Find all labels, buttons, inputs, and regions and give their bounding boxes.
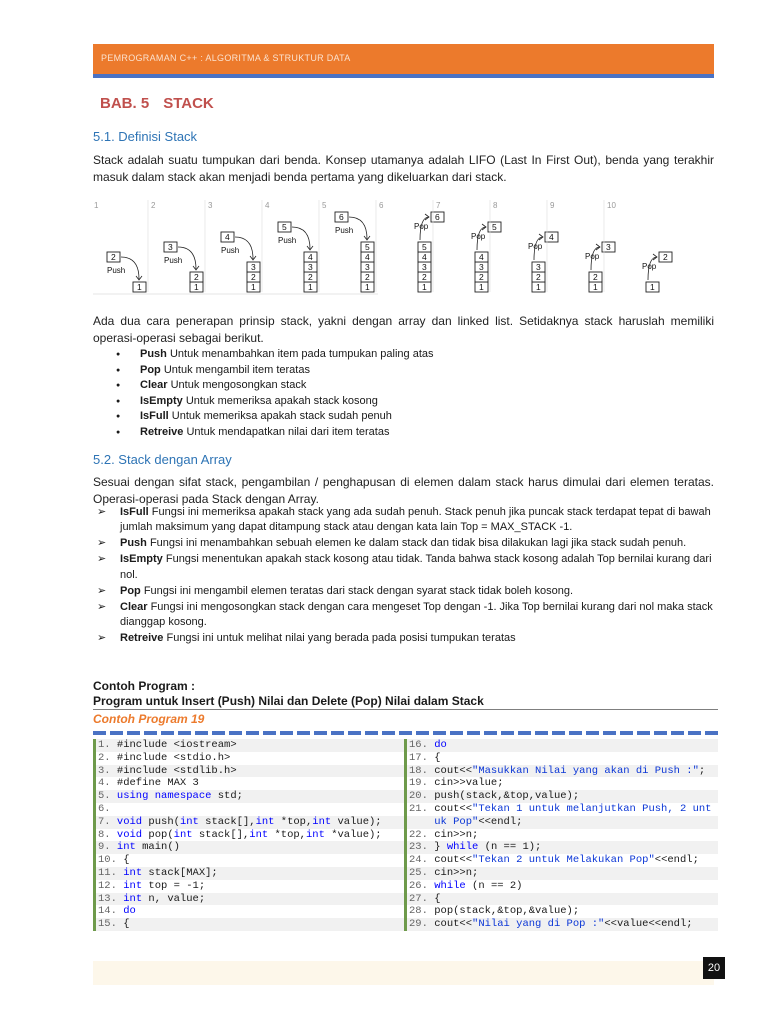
code-token: n, value; bbox=[142, 892, 206, 905]
array-operation-item bbox=[97, 505, 714, 536]
code-token: } bbox=[434, 841, 447, 854]
section-1-paragraph: Stack adalah suatu tumpukan dari benda. Konsep utamanya adalah LIFO (Last In First Out), benda yang terakhir masuk dalam stack akan menjadi benda pertama yang dikeluarkan dari stack. bbox=[93, 153, 714, 184]
pop-label: Pop bbox=[642, 262, 657, 271]
popped-block-label: 2 bbox=[663, 252, 668, 262]
code-line bbox=[407, 739, 718, 752]
code-token: { bbox=[434, 892, 441, 905]
code-line bbox=[407, 880, 718, 893]
stack-diagram bbox=[93, 198, 668, 298]
stack-block-label: 2 bbox=[194, 272, 199, 282]
code-line bbox=[407, 752, 718, 765]
step-number-label: 5 bbox=[322, 201, 327, 210]
code-token: cin>>n; bbox=[434, 866, 479, 879]
stack-block-label: 1 bbox=[593, 282, 598, 292]
push-label: Push bbox=[107, 266, 126, 275]
array-operation-desc: Fungsi ini memeriksa apakah stack yang ada sudah penuh. Stack penuh jika puncak stack terdapat tepat di bawah jumlah maksimum yang dapat ditampung stack atau dengan kata lain Top = MAX_STACK -1. bbox=[120, 506, 711, 534]
line-number: 26. bbox=[409, 879, 435, 892]
code-token: <<endl; bbox=[478, 815, 523, 828]
line-number: 24. bbox=[409, 854, 435, 867]
line-number: 5. bbox=[98, 790, 117, 803]
code-token: { bbox=[123, 918, 130, 931]
pushed-block-label: 2 bbox=[111, 252, 116, 262]
line-number: 21. bbox=[409, 802, 435, 815]
push-label: Push bbox=[278, 236, 297, 245]
array-operation-term: Clear bbox=[120, 600, 148, 613]
arrow-bullet-icon: ➢ bbox=[97, 506, 107, 518]
stack-block-label: 1 bbox=[137, 282, 142, 292]
arrow-bullet-icon: ➢ bbox=[97, 584, 107, 597]
code-token: push(stack,&top,value); bbox=[434, 790, 580, 803]
line-number: 3. bbox=[98, 764, 117, 777]
line-number: 23. bbox=[409, 841, 435, 854]
code-line bbox=[96, 880, 404, 893]
array-operation-item bbox=[97, 536, 714, 551]
code-token: *value); bbox=[324, 828, 382, 841]
stack-block-label: 2 bbox=[365, 272, 370, 282]
code-token: void bbox=[116, 828, 143, 841]
code-token: #include <stdio.h> bbox=[116, 751, 231, 764]
code-token: { bbox=[434, 751, 441, 764]
stack-block-label: 4 bbox=[308, 252, 313, 262]
line-number: 28. bbox=[409, 905, 435, 918]
code-token: int bbox=[173, 828, 193, 841]
operation-item bbox=[114, 409, 434, 425]
push-label: Push bbox=[164, 256, 183, 265]
array-operation-item bbox=[97, 552, 714, 583]
code-line bbox=[96, 816, 404, 829]
stack-block-label: 1 bbox=[536, 282, 541, 292]
stack-block-label: 3 bbox=[422, 262, 427, 272]
line-number: 13. bbox=[98, 892, 124, 905]
code-line bbox=[407, 841, 718, 854]
array-operation-term: Pop bbox=[120, 584, 141, 597]
footer-band bbox=[93, 961, 714, 985]
chapter-title bbox=[100, 95, 228, 112]
array-operation-term: Push bbox=[120, 537, 147, 550]
step-number-label: 10 bbox=[607, 201, 616, 210]
stack-block-label: 2 bbox=[308, 272, 313, 282]
code-line bbox=[407, 777, 718, 790]
operation-term: Push bbox=[140, 348, 167, 360]
operation-term: IsFull bbox=[140, 410, 169, 422]
line-number: 14. bbox=[98, 905, 124, 918]
line-number: 16. bbox=[409, 739, 435, 751]
step-number-label: 8 bbox=[493, 201, 498, 210]
code-token: (n == 1); bbox=[478, 841, 542, 854]
code-token: int bbox=[305, 828, 325, 841]
array-operation-desc: Fungsi menentukan apakah stack kosong atau tidak. Tanda bahwa stack kosong adalah Top bernilai kurang dari nol. bbox=[120, 553, 712, 581]
code-token: top = -1; bbox=[142, 879, 206, 892]
code-token: do bbox=[434, 739, 447, 751]
stack-block-label: 1 bbox=[479, 282, 484, 292]
code-token: int bbox=[255, 815, 275, 828]
stack-block-label: 5 bbox=[422, 242, 427, 252]
array-operation-item bbox=[97, 600, 714, 631]
stack-block-label: 4 bbox=[365, 252, 370, 262]
line-number: 17. bbox=[409, 751, 435, 764]
code-token: <<endl; bbox=[654, 854, 699, 867]
operation-desc: Untuk mendapatkan nilai dari item teratas bbox=[183, 425, 390, 438]
line-number: 15. bbox=[98, 918, 124, 931]
code-token: cin>>n; bbox=[434, 828, 479, 841]
popped-block-label: 6 bbox=[435, 212, 440, 222]
operation-term: Retreive bbox=[140, 425, 184, 438]
step-number-label: 1 bbox=[94, 201, 99, 210]
code-line bbox=[96, 854, 404, 867]
code-line bbox=[407, 803, 718, 816]
push-label: Push bbox=[221, 246, 240, 255]
popped-block-label: 4 bbox=[549, 232, 554, 242]
arrow-bullet-icon: ➢ bbox=[97, 553, 107, 566]
code-token: while bbox=[434, 879, 466, 892]
operation-item bbox=[114, 425, 434, 441]
code-line bbox=[407, 867, 718, 880]
code-token: int bbox=[123, 866, 143, 879]
code-line bbox=[407, 829, 718, 842]
stack-block-label: 3 bbox=[479, 262, 484, 272]
line-number: 7. bbox=[98, 815, 117, 828]
code-token: (n == 2) bbox=[465, 879, 523, 892]
line-number: 10. bbox=[98, 854, 124, 867]
code-token: int bbox=[123, 879, 143, 892]
operation-desc: Untuk menambahkan item pada tumpukan paling atas bbox=[166, 348, 434, 360]
code-line bbox=[96, 739, 404, 752]
code-token: #define MAX 3 bbox=[116, 777, 199, 790]
popped-block-label: 5 bbox=[492, 222, 497, 232]
section-2-title: 5.2. Stack dengan Array bbox=[93, 452, 232, 467]
stack-block-label: 1 bbox=[365, 282, 370, 292]
stack-block-label: 2 bbox=[536, 272, 541, 282]
array-operation-term: IsFull bbox=[120, 506, 149, 518]
code-token: <<value<<endl; bbox=[604, 918, 693, 931]
line-number: 1. bbox=[98, 739, 117, 751]
operation-item bbox=[114, 394, 434, 410]
page-header bbox=[93, 44, 714, 74]
pushed-block-label: 3 bbox=[168, 242, 173, 252]
step-number-label: 9 bbox=[550, 201, 555, 210]
pushed-block-label: 6 bbox=[339, 212, 344, 222]
example-program-label: Contoh Program 19 bbox=[93, 712, 205, 726]
code-line bbox=[96, 918, 404, 931]
code-token: pop( bbox=[142, 828, 174, 841]
code-line bbox=[407, 905, 718, 918]
array-operation-desc: Fungsi ini mengosongkan stack dengan cara mengeset Top dengan -1. Jika Top bernilai kurang dari nol maka stack dianggap kosong. bbox=[120, 600, 713, 629]
stack-block-label: 2 bbox=[593, 272, 598, 282]
pop-label: Pop bbox=[528, 242, 543, 251]
line-number: 18. bbox=[409, 764, 435, 777]
stack-block-label: 3 bbox=[308, 262, 313, 272]
operation-term: Clear bbox=[140, 379, 168, 391]
stack-block-label: 1 bbox=[650, 282, 655, 292]
pop-label: Pop bbox=[585, 252, 600, 261]
arrow-bullet-icon: ➢ bbox=[97, 537, 107, 550]
code-line bbox=[96, 867, 404, 880]
code-line bbox=[96, 841, 404, 854]
code-token: cout<< bbox=[434, 802, 473, 815]
code-line bbox=[96, 829, 404, 842]
code-line bbox=[407, 765, 718, 778]
header-title: PEMROGRAMAN C++ : ALGORITMA & STRUKTUR DATA bbox=[101, 53, 351, 63]
page-number: 20 bbox=[703, 957, 725, 979]
code-token: "Tekan 1 untuk melanjutkan Push, 2 unt bbox=[472, 802, 712, 815]
stack-block-label: 1 bbox=[251, 282, 256, 292]
array-operation-desc: Fungsi ini mengambil elemen teratas dari stack dengan syarat stack tidak boleh kosong. bbox=[140, 584, 574, 597]
line-number: 19. bbox=[409, 777, 435, 790]
code-token: *top, bbox=[268, 828, 306, 841]
example-divider bbox=[93, 709, 718, 710]
line-number: 25. bbox=[409, 866, 435, 879]
code-token: #include <iostream> bbox=[116, 739, 237, 751]
array-operation-desc: Fungsi ini menambahkan sebuah elemen ke dalam stack dan tidak bisa dilakukan lagi jika stack sudah penuh. bbox=[146, 537, 687, 550]
array-operation-desc: Fungsi ini untuk melihat nilai yang berada pada posisi tumpukan teratas bbox=[163, 632, 516, 645]
code-line bbox=[96, 893, 404, 906]
code-line bbox=[96, 765, 404, 778]
stack-block-label: 2 bbox=[251, 272, 256, 282]
code-token: std; bbox=[211, 790, 243, 803]
step-number-label: 2 bbox=[151, 201, 156, 210]
step-number-label: 7 bbox=[436, 201, 441, 210]
code-line bbox=[407, 918, 718, 931]
code-token: "Masukkan Nilai yang akan di Push :" bbox=[472, 764, 699, 777]
operation-item bbox=[114, 347, 434, 363]
code-token: cout<< bbox=[434, 918, 473, 931]
code-token: "Tekan 2 untuk Melakukan Pop" bbox=[472, 854, 655, 867]
line-number: 22. bbox=[409, 828, 435, 841]
operation-term: IsEmpty bbox=[140, 394, 183, 407]
code-line bbox=[407, 854, 718, 867]
line-number: 12. bbox=[98, 879, 124, 892]
line-number bbox=[409, 816, 434, 828]
array-operation-item bbox=[97, 584, 714, 599]
code-token: int bbox=[249, 828, 269, 841]
header-underline bbox=[93, 74, 714, 78]
code-line bbox=[407, 790, 718, 803]
code-token: stack[], bbox=[198, 815, 256, 828]
section-1-title: 5.1. Definisi Stack bbox=[93, 129, 198, 144]
pushed-block-label: 4 bbox=[225, 232, 230, 242]
code-line bbox=[96, 803, 404, 816]
operation-term: Pop bbox=[140, 363, 161, 376]
line-number: 27. bbox=[409, 892, 435, 905]
line-number: 9. bbox=[98, 841, 117, 854]
pop-label: Pop bbox=[471, 232, 486, 241]
line-number: 11. bbox=[98, 866, 124, 879]
stack-block-label: 2 bbox=[422, 272, 427, 282]
pushed-block-label: 5 bbox=[282, 222, 287, 232]
stack-block-label: 4 bbox=[422, 252, 427, 262]
code-line bbox=[96, 905, 404, 918]
stack-block-label: 1 bbox=[308, 282, 313, 292]
section-2-paragraph: Sesuai dengan sifat stack, pengambilan / penghapusan di elemen dalam stack harus dimulai dari elemen teratas. Operasi-operasi pada Stack dengan Array. bbox=[93, 475, 714, 506]
code-block-right bbox=[404, 739, 718, 931]
section-1b-paragraph: Ada dua cara penerapan prinsip stack, yakni dengan array dan linked list. Setidaknya stack haruslah memiliki operasi-operasi sebagai berikut. bbox=[93, 314, 714, 345]
code-token: stack[], bbox=[192, 828, 250, 841]
step-number-label: 6 bbox=[379, 201, 384, 210]
code-token: main() bbox=[135, 841, 180, 854]
code-token: stack[MAX]; bbox=[142, 866, 218, 879]
line-number: 8. bbox=[98, 828, 117, 841]
example-subtitle: Program untuk Insert (Push) Nilai dan Delete (Pop) Nilai dalam Stack bbox=[93, 694, 484, 708]
code-token: "Nilai yang di Pop :" bbox=[472, 918, 605, 931]
example-title: Contoh Program : bbox=[93, 679, 195, 693]
stack-block-label: 3 bbox=[251, 262, 256, 272]
code-line bbox=[96, 790, 404, 803]
code-token: int bbox=[123, 892, 143, 905]
stack-block-label: 1 bbox=[422, 282, 427, 292]
code-token: ; bbox=[698, 764, 706, 777]
line-number: 4. bbox=[98, 777, 117, 790]
example-heading bbox=[93, 679, 484, 709]
code-token: int bbox=[179, 815, 199, 828]
code-token: cout<< bbox=[434, 764, 473, 777]
code-block-left bbox=[93, 739, 404, 931]
code-token: pop(stack,&top,&value); bbox=[434, 905, 580, 918]
arrow-bullet-icon: ➢ bbox=[97, 632, 107, 645]
operation-item bbox=[114, 363, 434, 379]
code-token: push( bbox=[142, 815, 180, 828]
dashed-divider bbox=[93, 731, 718, 735]
push-label: Push bbox=[335, 226, 354, 235]
stack-block-label: 3 bbox=[365, 262, 370, 272]
code-token: { bbox=[123, 854, 130, 867]
line-number: 6. bbox=[98, 802, 117, 815]
array-operation-term: Retreive bbox=[120, 632, 164, 645]
code-token: uk Pop" bbox=[434, 815, 479, 828]
code-token: do bbox=[123, 905, 136, 918]
code-line bbox=[96, 752, 404, 765]
operation-desc: Untuk mengambil item teratas bbox=[160, 363, 310, 376]
operation-item bbox=[114, 378, 434, 394]
operations-list bbox=[114, 347, 434, 440]
code-token: cin>>value; bbox=[434, 777, 504, 790]
line-number: 29. bbox=[409, 918, 435, 931]
arrow-bullet-icon: ➢ bbox=[97, 600, 107, 613]
chapter-number: BAB. 5 bbox=[100, 95, 150, 112]
operation-desc: Untuk memeriksa apakah stack kosong bbox=[182, 394, 378, 407]
code-token: #include <stdlib.h> bbox=[116, 764, 237, 777]
array-operation-term: IsEmpty bbox=[120, 553, 163, 566]
code-line bbox=[407, 816, 718, 829]
code-token: using namespace bbox=[116, 790, 212, 803]
stack-block-label: 5 bbox=[365, 242, 370, 252]
array-operation-item bbox=[97, 631, 714, 646]
stack-block-label: 1 bbox=[194, 282, 199, 292]
code-token: int bbox=[312, 815, 332, 828]
popped-block-label: 3 bbox=[606, 242, 611, 252]
code-token: value); bbox=[331, 815, 382, 828]
code-line bbox=[407, 893, 718, 906]
code-token: int bbox=[116, 841, 136, 854]
pop-label: Pop bbox=[414, 222, 429, 231]
code-line bbox=[96, 777, 404, 790]
code-token: *top, bbox=[274, 815, 313, 828]
line-number: 20. bbox=[409, 790, 435, 803]
code-token: void bbox=[116, 815, 143, 828]
code-token: cout<< bbox=[434, 854, 473, 867]
stack-block-label: 2 bbox=[479, 272, 484, 282]
array-operations-list bbox=[97, 505, 714, 647]
stack-block-label: 3 bbox=[536, 262, 541, 272]
code-token: while bbox=[446, 841, 479, 854]
operation-desc: Untuk mengosongkan stack bbox=[167, 379, 307, 391]
line-number: 2. bbox=[98, 751, 117, 764]
operation-desc: Untuk memeriksa apakah stack sudah penuh bbox=[168, 410, 392, 422]
stack-diagram-svg bbox=[93, 198, 668, 298]
step-number-label: 3 bbox=[208, 201, 213, 210]
stack-block-label: 4 bbox=[479, 252, 484, 262]
step-number-label: 4 bbox=[265, 201, 270, 210]
chapter-name: STACK bbox=[163, 95, 214, 112]
